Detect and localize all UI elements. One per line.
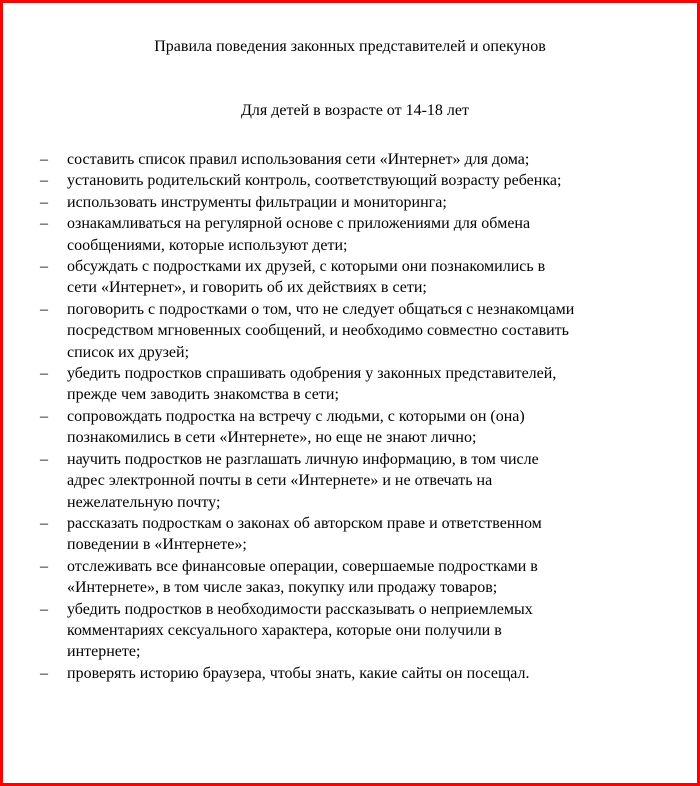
bullet-dash: –: [40, 300, 48, 318]
rule-text-line: посредством мгновенных сообщений, и необходимо совместно составить: [67, 322, 569, 340]
rule-text-line: обсуждать с подростками их друзей, с которыми они познакомились в: [67, 258, 546, 276]
rule-text-line: использовать инструменты фильтрации и мониторинга;: [67, 193, 447, 211]
rule-text-line: отслеживать все финансовые операции, совершаемые подростками в: [67, 557, 538, 575]
rule-text-line: проверять историю браузера, чтобы знать, какие сайты он посещал.: [67, 664, 530, 682]
rule-item: [40, 363, 672, 406]
bullet-dash: –: [40, 215, 48, 233]
bullet-dash: –: [40, 557, 48, 575]
rule-item: [40, 299, 672, 363]
rule-item: [40, 213, 672, 256]
rule-text-line: убедить подростков спрашивать одобрения у законных представителей,: [67, 365, 557, 383]
bullet-dash: –: [40, 514, 48, 532]
rule-item: [40, 663, 672, 684]
bullet-dash: –: [40, 258, 48, 276]
rule-text-line: сообщениями, которые используют дети;: [67, 236, 348, 254]
bullet-dash: –: [40, 172, 48, 190]
rule-text-line: интернете;: [67, 643, 141, 661]
rule-item: [40, 599, 672, 663]
rule-text-line: список их друзей;: [67, 343, 190, 361]
rule-text-line: составить список правил использования сети «Интернет» для дома;: [67, 151, 530, 168]
rule-item: [40, 406, 672, 449]
rule-text-line: ознакамливаться на регулярной основе с приложениями для обмена: [67, 215, 531, 233]
rule-text-line: установить родительский контроль, соответствующий возрасту ребенка;: [67, 172, 562, 190]
bullet-dash: –: [40, 151, 48, 168]
rule-text-line: поведении в «Интернете»;: [67, 536, 247, 554]
rule-text-line: познакомились в сети «Интернете», но еще не знают лично;: [67, 429, 477, 447]
rule-text-line: «Интернете», в том числе заказ, покупку или продажу товаров;: [67, 579, 498, 597]
rule-text-line: нежелательную почту;: [67, 493, 221, 511]
rule-item: [40, 256, 672, 299]
rule-text-line: сети «Интернет», и говорить об их действиях в сети;: [67, 279, 427, 297]
rule-item: [40, 513, 672, 556]
rules-list: [40, 149, 672, 684]
rule-text-line: прежде чем заводить знакомства в сети;: [67, 386, 339, 404]
bullet-dash: –: [40, 450, 48, 468]
document-subtitle: Для детей в возрасте от 14-18 лет: [241, 102, 469, 119]
bullet-dash: –: [40, 365, 48, 383]
bullet-dash: –: [40, 193, 48, 211]
rule-text-line: рассказать подросткам о законах об авторском праве и ответственном: [67, 514, 542, 532]
rule-text-line: научить подростков не разглашать личную информацию, в том числе: [67, 450, 539, 468]
rule-text-line: убедить подростков в необходимости рассказывать о неприемлемых: [67, 600, 533, 618]
rule-item: [40, 556, 672, 599]
rule-text-line: комментариях сексуального характера, которые они получили в: [67, 621, 502, 639]
rule-item: [40, 170, 672, 191]
rule-text-line: адрес электронной почты в сети «Интернете» и не отвечать на: [67, 472, 493, 490]
rule-item: [40, 449, 672, 513]
document-title: Правила поведения законных представителей и опекунов: [154, 38, 546, 55]
bullet-dash: –: [40, 664, 48, 682]
rule-item: [40, 192, 672, 213]
rule-text-line: сопровождать подростка на встречу с людьми, с которыми он (она): [67, 407, 525, 425]
bullet-dash: –: [40, 600, 48, 618]
rule-item: [40, 149, 672, 170]
bullet-dash: –: [40, 407, 48, 425]
rule-text-line: поговорить с подростками о том, что не следует общаться с незнакомцами: [67, 300, 575, 318]
